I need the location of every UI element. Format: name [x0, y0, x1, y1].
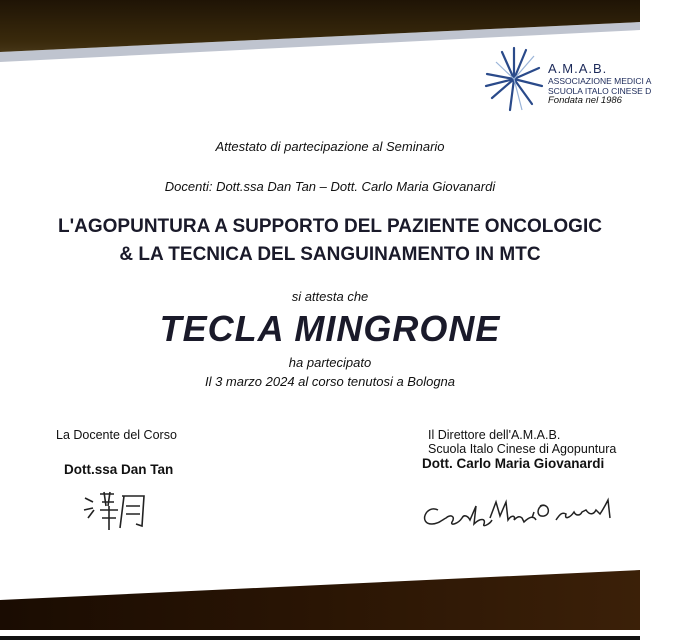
left-role: La Docente del Corso [56, 428, 177, 442]
attestato-heading: Attestato di partecipazione al Seminario [215, 139, 445, 154]
frame-top [0, 0, 640, 70]
left-name: Dott.ssa Dan Tan [64, 462, 174, 477]
docenti-line: Docenti: Dott.ssa Dan Tan – Dott. Carlo Maria Giovanardi [164, 179, 496, 194]
frame-edge [0, 636, 640, 640]
logo-acronym: A.M.A.B. [548, 61, 608, 76]
right-school: Scuola Italo Cinese di Agopuntura [428, 442, 617, 456]
course-title-line1: L'AGOPUNTURA A SUPPORTO DEL PAZIENTE ONCOLOGIC [58, 216, 602, 237]
logo-founded: Fondata nel 1986 [548, 95, 622, 107]
logo-text [548, 62, 651, 107]
logo-line1: ASSOCIAZIONE MEDICI A [548, 75, 652, 86]
date-line: Il 3 marzo 2024 al corso tenutosi a Bologna [204, 374, 456, 389]
logo-line2: SCUOLA ITALO CINESE D [548, 85, 652, 96]
right-name: Dott. Carlo Maria Giovanardi [422, 456, 605, 471]
ha-partecipato: ha partecipato [288, 355, 372, 370]
left-handwritten-signature [80, 488, 150, 536]
course-title-line2: & LA TECNICA DEL SANGUINAMENTO IN MTC [119, 244, 541, 265]
attendee-name: TECLA MINGRONE [159, 308, 501, 349]
right-handwritten-signature [420, 496, 640, 540]
right-role: Il Direttore dell'A.M.A.B. [428, 428, 561, 442]
signature-left [56, 428, 177, 477]
amab-logo-icon [484, 46, 544, 112]
si-attesta-che: si attesta che [291, 289, 369, 304]
signature-right [422, 428, 617, 471]
